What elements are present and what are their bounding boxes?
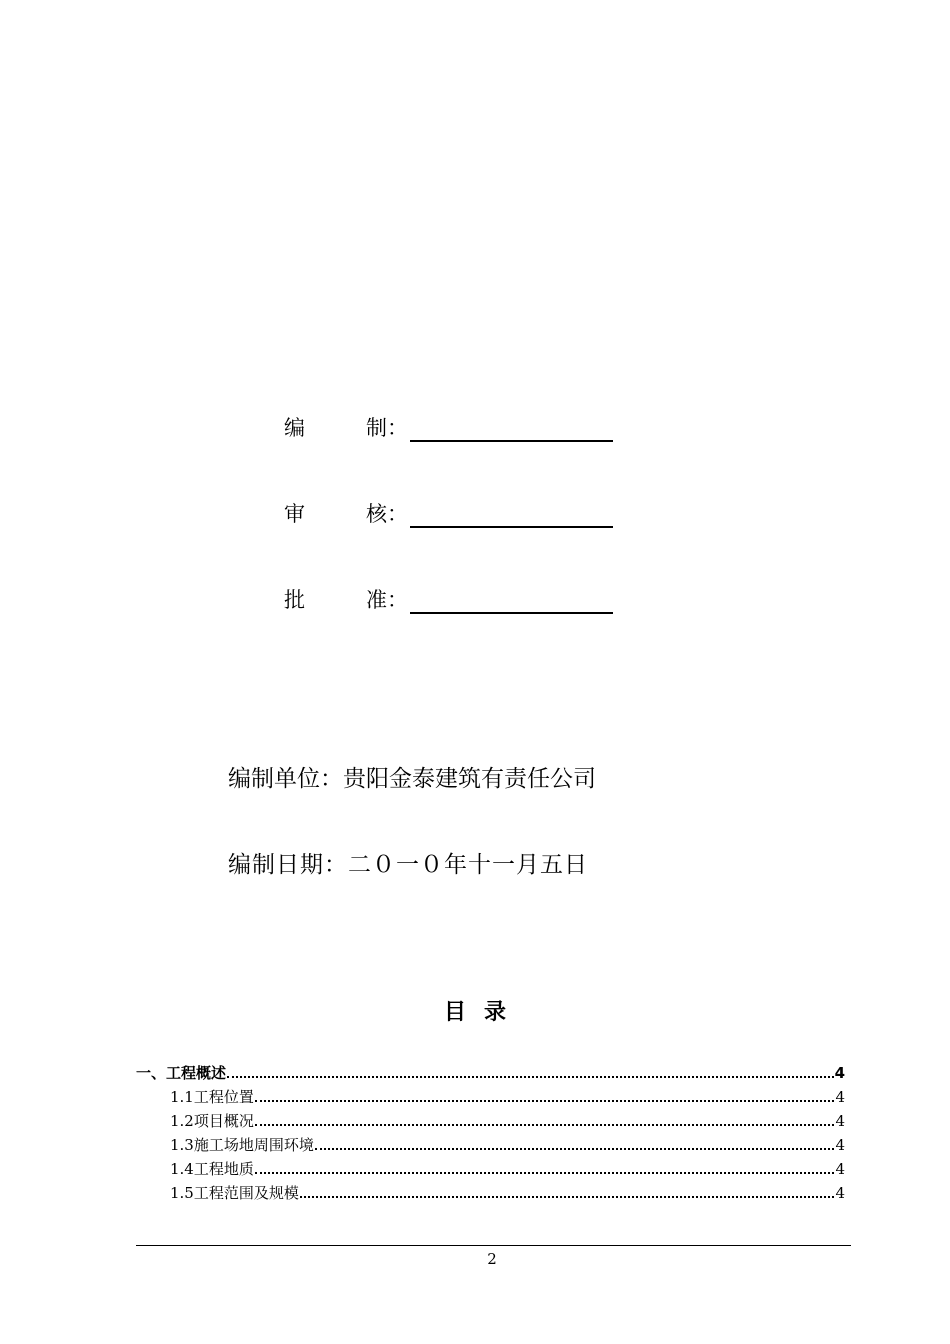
toc-leader-dots xyxy=(255,1172,835,1174)
toc-entry-page: 4 xyxy=(834,1064,845,1082)
toc-entry-text: 1.2项目概况 xyxy=(170,1112,254,1130)
toc-entry-text: 1.1工程位置 xyxy=(170,1088,254,1106)
toc-entry-page: 4 xyxy=(835,1160,845,1178)
toc-entry[interactable] xyxy=(170,1134,845,1156)
toc-entry-page: 4 xyxy=(835,1088,845,1106)
toc-title: 目录 xyxy=(443,1000,524,1025)
signature-row-compiler xyxy=(284,408,613,442)
signature-label xyxy=(284,412,408,442)
toc-entry[interactable] xyxy=(136,1062,845,1084)
toc-entry-page: 4 xyxy=(835,1136,845,1154)
label-char: 制： xyxy=(366,416,408,440)
toc-entry-page: 4 xyxy=(835,1184,845,1202)
toc-entry-text: 1.5工程范围及规模 xyxy=(170,1184,299,1202)
signature-blank-line[interactable] xyxy=(410,588,613,614)
toc-leader-dots xyxy=(315,1148,835,1150)
toc-leader-dots xyxy=(300,1196,835,1198)
compiling-unit: 编制单位：贵阳金泰建筑有责任公司 xyxy=(228,766,596,792)
toc-entry[interactable] xyxy=(170,1182,845,1204)
toc-entry-text: 一、工程概述 xyxy=(136,1064,227,1082)
compiling-date: 编制日期：二０一０年十一月五日 xyxy=(228,852,588,878)
toc-entry[interactable] xyxy=(170,1110,845,1132)
toc-leader-dots xyxy=(255,1124,835,1126)
label-char: 批 xyxy=(284,588,305,612)
signature-label xyxy=(284,584,408,614)
signature-row-approver xyxy=(284,580,613,614)
label-char: 核： xyxy=(366,502,408,526)
label-char: 编 xyxy=(284,416,305,440)
footer-rule xyxy=(136,1245,851,1246)
page-number: 2 xyxy=(487,1250,497,1268)
toc-leader-dots xyxy=(255,1100,835,1102)
toc-entry[interactable] xyxy=(170,1158,845,1180)
signature-row-reviewer xyxy=(284,494,613,528)
label-char: 审 xyxy=(284,502,305,526)
toc-entry-text: 1.4工程地质 xyxy=(170,1160,254,1178)
signature-blank-line[interactable] xyxy=(410,502,613,528)
signature-label xyxy=(284,498,408,528)
toc-entry[interactable] xyxy=(170,1086,845,1108)
toc-entry-text: 1.3施工场地周围环境 xyxy=(170,1136,314,1154)
signature-blank-line[interactable] xyxy=(410,416,613,442)
toc-entry-page: 4 xyxy=(835,1112,845,1130)
toc-leader-dots xyxy=(227,1076,834,1078)
label-char: 准： xyxy=(366,588,408,612)
